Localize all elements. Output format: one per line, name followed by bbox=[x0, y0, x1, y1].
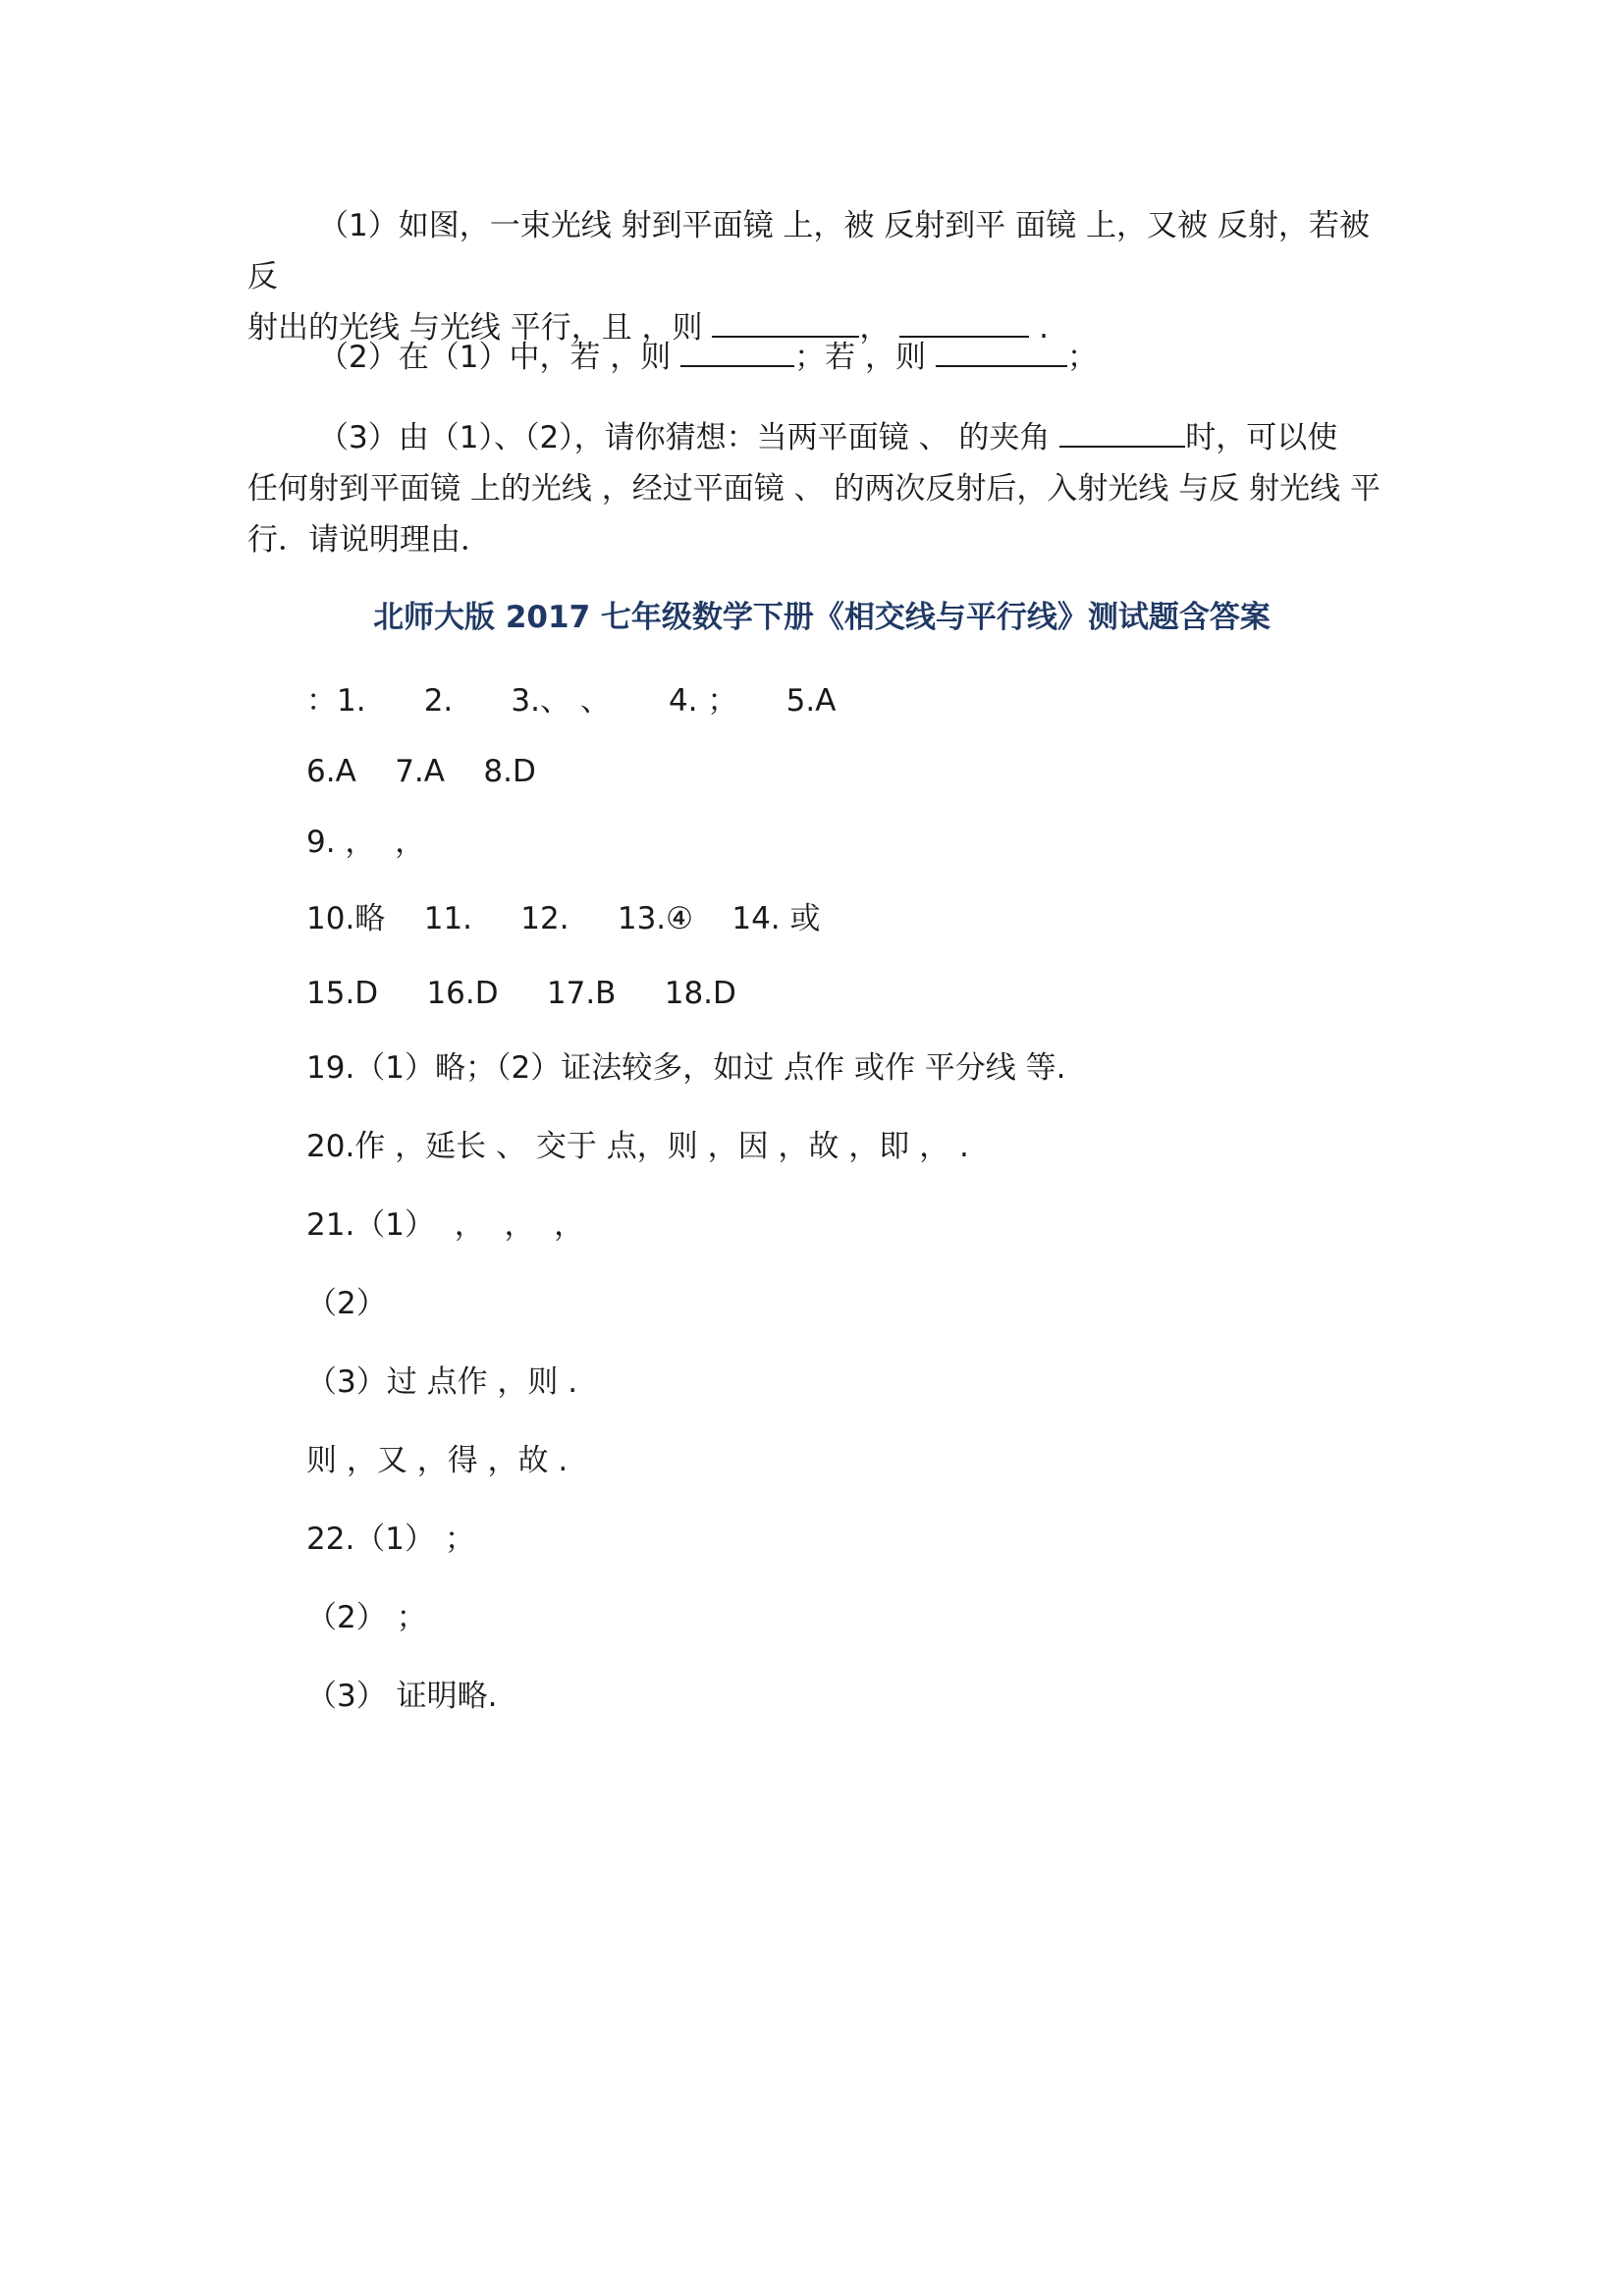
question-part-2 bbox=[247, 332, 1396, 383]
question-1-line-2: 射出的光线 与光线 平行，且 ，则 bbox=[247, 310, 713, 346]
answer-section-title: 北师大版 2017 七年级数学下册《相交线与平行线》测试题含答案 bbox=[373, 600, 1271, 635]
question-3-line-1-end: 时，可以使 bbox=[1185, 420, 1338, 455]
answer-line: （2） bbox=[306, 1286, 387, 1321]
semicolon: ； bbox=[1066, 340, 1098, 375]
answer-line: 15.D 16.D 17.B 18.D bbox=[306, 976, 736, 1011]
question-3-line-1: （3）由（1）、（2），请你猜想：当两平面镜 、 的夹角 bbox=[318, 420, 1060, 455]
question-2-text-a: （2）在（1）中，若 ，则 bbox=[318, 340, 681, 375]
question-2-text-b: ；若 ，则 bbox=[794, 340, 936, 375]
question-part-3 bbox=[247, 412, 1396, 565]
answer-blank[interactable] bbox=[936, 336, 1067, 367]
answer-line: ：1. 2. 3.、 、 4. ； 5.A bbox=[306, 683, 837, 719]
answer-blank[interactable] bbox=[1059, 416, 1185, 448]
question-1-line-1: （1）如图，一束光线 射到平面镜 上，被 反射到平 面镜 上，又被 反射，若被 反 bbox=[247, 208, 1370, 294]
answer-line: （3）过 点作 ，则 . bbox=[306, 1364, 578, 1400]
separator: ， bbox=[859, 310, 891, 346]
question-3-line-3: 行．请说明理由． bbox=[247, 522, 491, 558]
answer-line: 则 ，又 ，得 ，故 . bbox=[306, 1443, 568, 1478]
answer-blank[interactable] bbox=[680, 336, 794, 367]
answer-line: 19.（1）略；（2）证法较多，如过 点作 或作 平分线 等. bbox=[306, 1050, 1066, 1086]
answer-line: 6.A 7.A 8.D bbox=[306, 754, 536, 789]
answer-line: （3） 证明略. bbox=[306, 1679, 498, 1714]
answer-line: （2） ； bbox=[306, 1600, 427, 1635]
answer-line: 9. ， ， bbox=[306, 825, 426, 860]
period: . bbox=[1039, 310, 1049, 346]
answer-line: 22.（1） ； bbox=[306, 1522, 475, 1557]
answer-line: 21.（1） ， ， ， bbox=[306, 1207, 585, 1243]
answer-line: 20.作 ，延长 、 交于 点，则 ，因 ，故 ，即 ， . bbox=[306, 1129, 969, 1164]
answer-line: 10.略 11. 12. 13.④ 14. 或 bbox=[306, 901, 821, 936]
question-3-line-2: 任何射到平面镜 上的光线 ，经过平面镜 、 的两次反射后，入射光线 与反 射光线 平 bbox=[247, 471, 1380, 507]
question-part-1 bbox=[247, 200, 1396, 353]
